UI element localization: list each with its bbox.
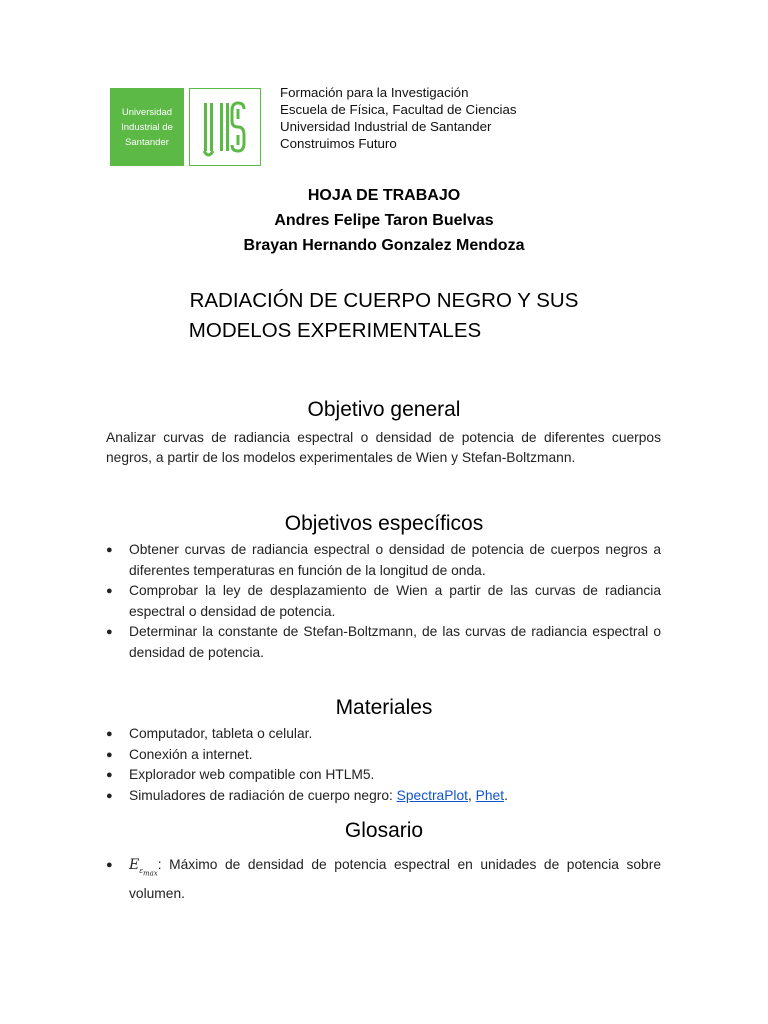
objetivos-especificos-list bbox=[106, 540, 661, 663]
bullet-icon: ● bbox=[106, 769, 113, 781]
glosario-list bbox=[106, 855, 661, 904]
header-line: Formación para la Investigación bbox=[280, 85, 469, 100]
bullet-icon: ● bbox=[106, 728, 113, 740]
objetivo-general-text: Analizar curvas de radiancia espectral o densidad de potencia de diferentes cuerpos negros, a partir de los modelos experimentales de Wien y Stefan-Boltzmann. bbox=[106, 430, 661, 465]
institution-header bbox=[280, 84, 517, 152]
list-item: ● Comprobar la ley de desplazamiento de Wien a partir de las curvas de radiancia espectral o densidad de potencia. bbox=[106, 583, 661, 619]
phet-link[interactable]: Phet bbox=[475, 787, 505, 803]
bullet-icon: ● bbox=[106, 544, 113, 556]
title-line-1: RADIACIÓN DE CUERPO NEGRO Y SUS bbox=[189, 289, 579, 312]
materiales-list bbox=[106, 724, 661, 806]
header-line: Escuela de Física, Facultad de Ciencias bbox=[280, 102, 517, 117]
bullet-icon: ● bbox=[106, 585, 113, 597]
uis-monogram-icon bbox=[190, 89, 260, 165]
author-name: Brayan Hernando Gonzalez Mendoza bbox=[243, 237, 525, 254]
university-logo-text bbox=[110, 88, 184, 166]
list-item: ● Obtener curvas de radiancia espectral o densidad de potencia de cuerpos negros a diferentes temperaturas en función de la longitud de onda. bbox=[106, 542, 661, 578]
bullet-icon: ● bbox=[106, 626, 113, 638]
logo-line: Santander bbox=[125, 136, 169, 148]
list-item bbox=[106, 855, 661, 904]
list-item: ● Determinar la constante de Stefan-Boltzmann, de las curvas de radiancia espectral o densidad de potencia. bbox=[106, 624, 661, 660]
header-line: Construimos Futuro bbox=[280, 136, 397, 151]
glossary-definition: : Máximo de densidad de potencia espectral en unidades de potencia sobre volumen. bbox=[129, 857, 661, 901]
objetivos-especificos-heading: Objetivos específicos bbox=[284, 512, 484, 535]
author-name: Andres Felipe Taron Buelvas bbox=[274, 212, 494, 229]
title-line-2: MODELOS EXPERIMENTALES bbox=[188, 319, 482, 342]
uis-logo-mark bbox=[189, 88, 261, 166]
bullet-icon: ● bbox=[106, 789, 113, 802]
glossary-symbol: $E_{\varepsilon_{max}}$ bbox=[129, 857, 158, 878]
list-item: ● Computador, tableta o celular. bbox=[106, 724, 661, 745]
worksheet-heading: HOJA DE TRABAJO bbox=[307, 187, 461, 204]
list-item: ● Explorador web compatible con HTLM5. bbox=[106, 765, 661, 786]
document-title bbox=[0, 286, 768, 346]
spectraplot-link[interactable]: SpectraPlot bbox=[396, 787, 468, 803]
logo-line: Universidad bbox=[121, 106, 173, 118]
list-item: ● Simuladores de radiación de cuerpo negro: SpectraPlot, Phet. bbox=[106, 786, 661, 807]
bullet-icon: ● bbox=[106, 859, 113, 871]
list-item: ● Conexión a internet. bbox=[106, 745, 661, 766]
objetivo-general-heading: Objetivo general bbox=[307, 398, 461, 421]
bullet-icon: ● bbox=[106, 748, 113, 761]
logo-line: Industrial de bbox=[121, 121, 173, 133]
materiales-heading: Materiales bbox=[335, 696, 433, 719]
glosario-heading: Glosario bbox=[344, 819, 424, 842]
header-line: Universidad Industrial de Santander bbox=[280, 119, 492, 134]
worksheet-heading-block bbox=[0, 183, 768, 258]
